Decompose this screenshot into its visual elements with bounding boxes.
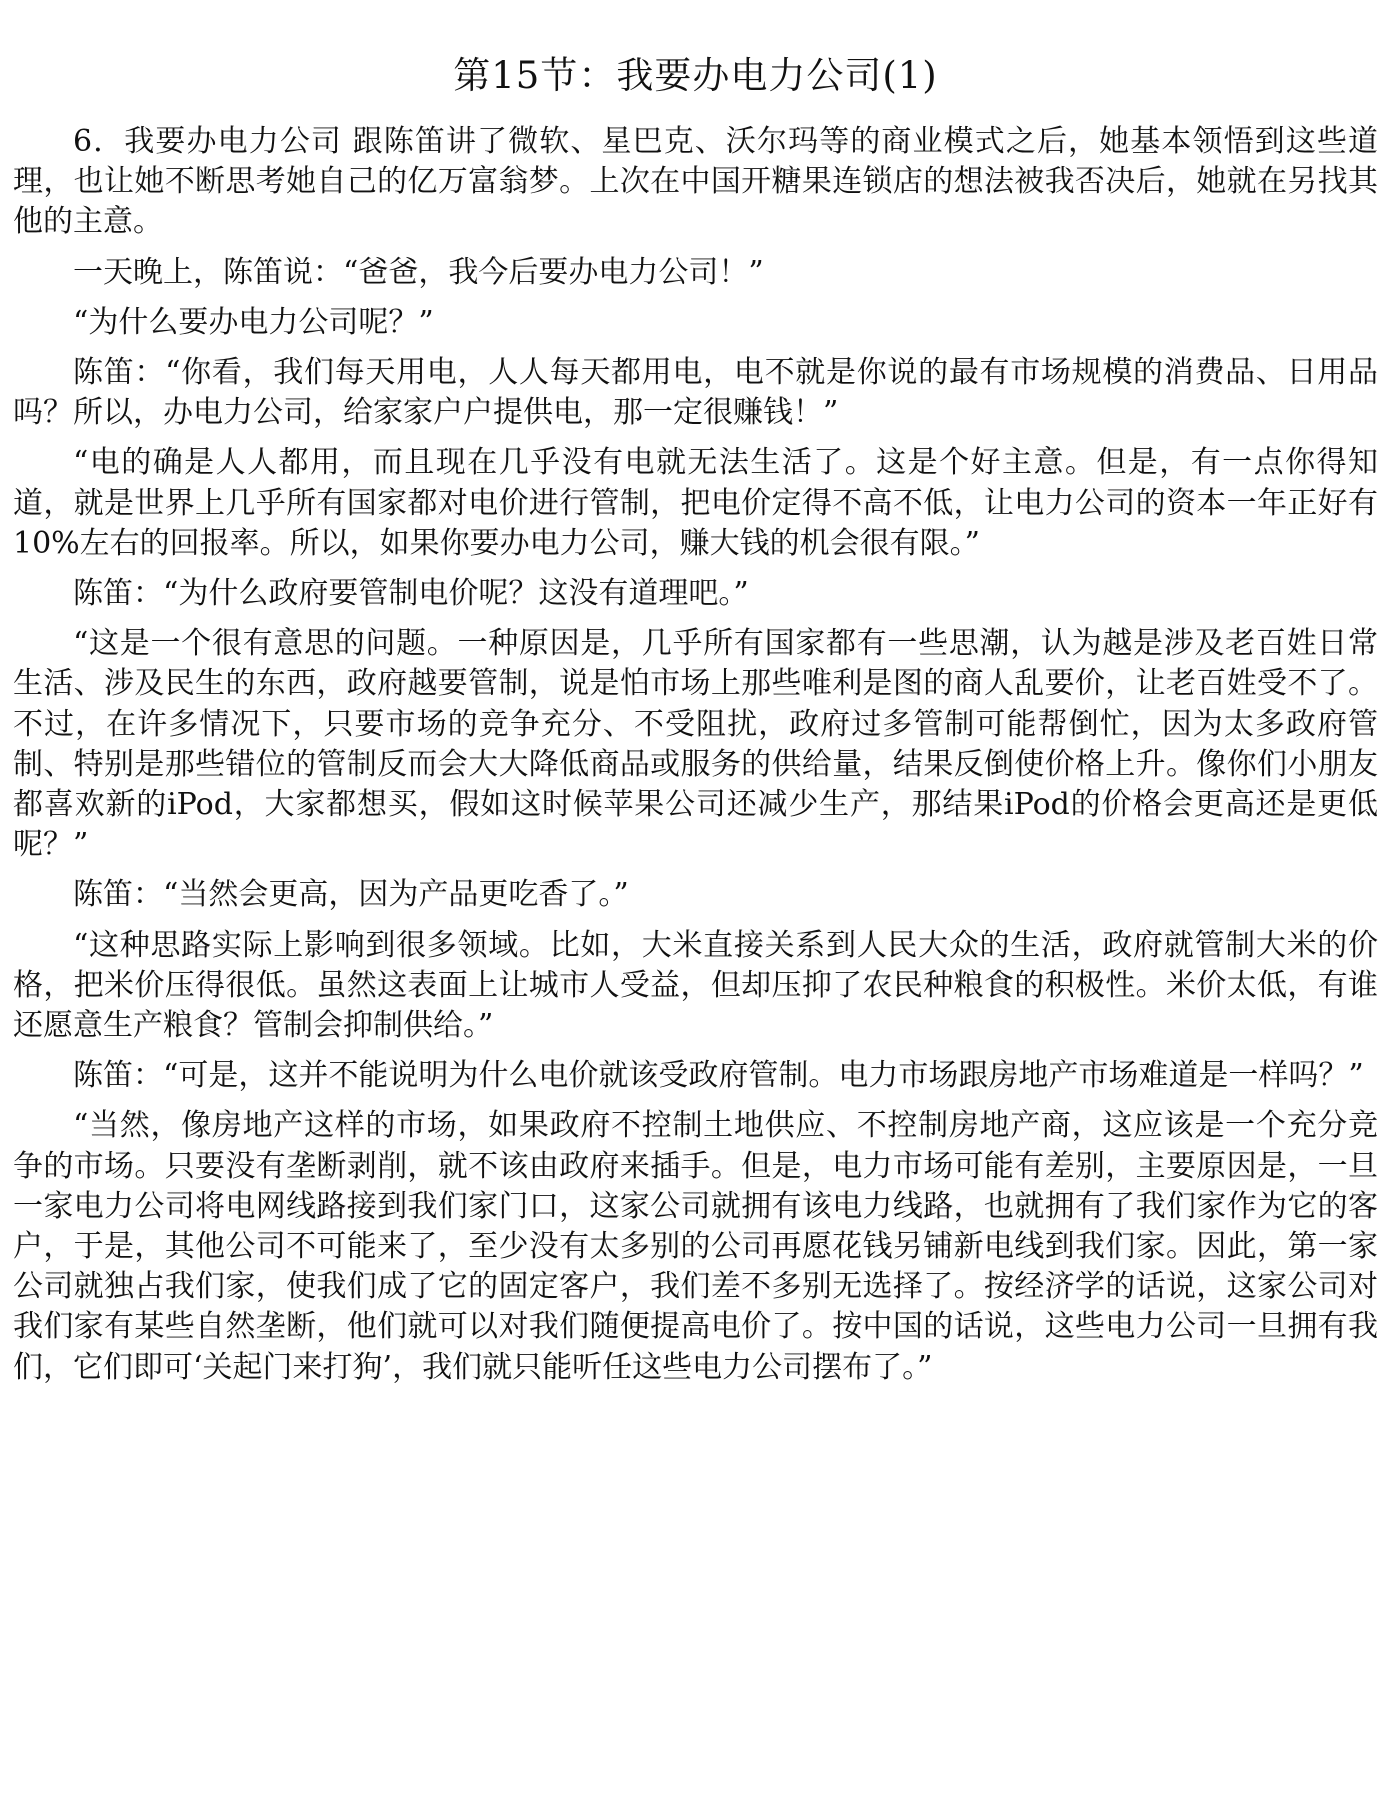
paragraph: “为什么要办电力公司呢？”: [73, 304, 434, 340]
paragraph: 陈笛：“你看，我们每天用电，人人每天都用电，电不就是你说的最有市场规模的消费品、日用品吗？所以，办电力公司，给家家户户提供电，那一定很赚钱！”: [13, 355, 1378, 431]
paragraph: 陈笛：“为什么政府要管制电价呢？这没有道理吧。”: [73, 576, 749, 612]
paragraph: “这是一个很有意思的问题。一种原因是，几乎所有国家都有一些思潮，认为越是涉及老百姓日常生活、涉及民生的东西，政府越要管制，说是怕市场上那些唯利是图的商人乱要价，让老百姓受不了。不过，在许多情况下，只要市场的竞争充分、不受阻扰，政府过多管制可能帮倒忙，因为太多政府管制、特别是那些错位的管制反而会大大降低商品或服务的供给量，结果反倒使价格上升。像你们小朋友都喜欢新的iPod，大家都想买，假如这时候苹果公司还减少生产，那结果iPod的价格会更高还是更低呢？”: [13, 626, 1378, 863]
paragraph: 陈笛：“可是，这并不能说明为什么电价就该受政府管制。电力市场跟房地产市场难道是一样吗？”: [73, 1058, 1364, 1094]
page-title: 第15节：我要办电力公司(1): [453, 54, 938, 97]
paragraph: “这种思路实际上影响到很多领域。比如，大米直接关系到人民大众的生活，政府就管制大米的价格，把米价压得很低。虽然这表面上让城市人受益，但却压抑了农民种粮食的积极性。米价太低，有谁还愿意生产粮食？管制会抑制供给。”: [13, 927, 1378, 1044]
article-body: [13, 122, 1378, 1388]
paragraph: 陈笛：“当然会更高，因为产品更吃香了。”: [73, 877, 629, 913]
paragraph: 一天晚上，陈笛说：“爸爸，我今后要办电力公司！”: [73, 254, 764, 290]
paragraph: “当然，像房地产这样的市场，如果政府不控制土地供应、不控制房地产商，这应该是一个充分竞争的市场。只要没有垄断剥削，就不该由政府来插手。但是，电力市场可能有差别，主要原因是，一旦一家电力公司将电网线路接到我们家门口，这家公司就拥有该电力线路，也就拥有了我们家作为它的客户，于是，其他公司不可能来了，至少没有太多别的公司再愿花钱另铺新电线到我们家。因此，第一家公司就独占我们家，使我们成了它的固定客户，我们差不多别无选择了。按经济学的话说，这家公司对我们家有某些自然垄断，他们就可以对我们随便提高电价了。按中国的话说，这些电力公司一旦拥有我们，它们即可‘关起门来打狗’，我们就只能听任这些电力公司摆布了。”: [13, 1108, 1378, 1385]
paragraph: 6．我要办电力公司 跟陈笛讲了微软、星巴克、沃尔玛等的商业模式之后，她基本领悟到这些道理，也让她不断思考她自己的亿万富翁梦。上次在中国开糖果连锁店的想法被我否决后，她就在另找其他的主意。: [13, 124, 1378, 240]
paragraph: “电的确是人人都用，而且现在几乎没有电就无法生活了。这是个好主意。但是，有一点你得知道，就是世界上几乎所有国家都对电价进行管制，把电价定得不高不低，让电力公司的资本一年正好有10%左右的回报率。所以，如果你要办电力公司，赚大钱的机会很有限。”: [13, 445, 1378, 561]
